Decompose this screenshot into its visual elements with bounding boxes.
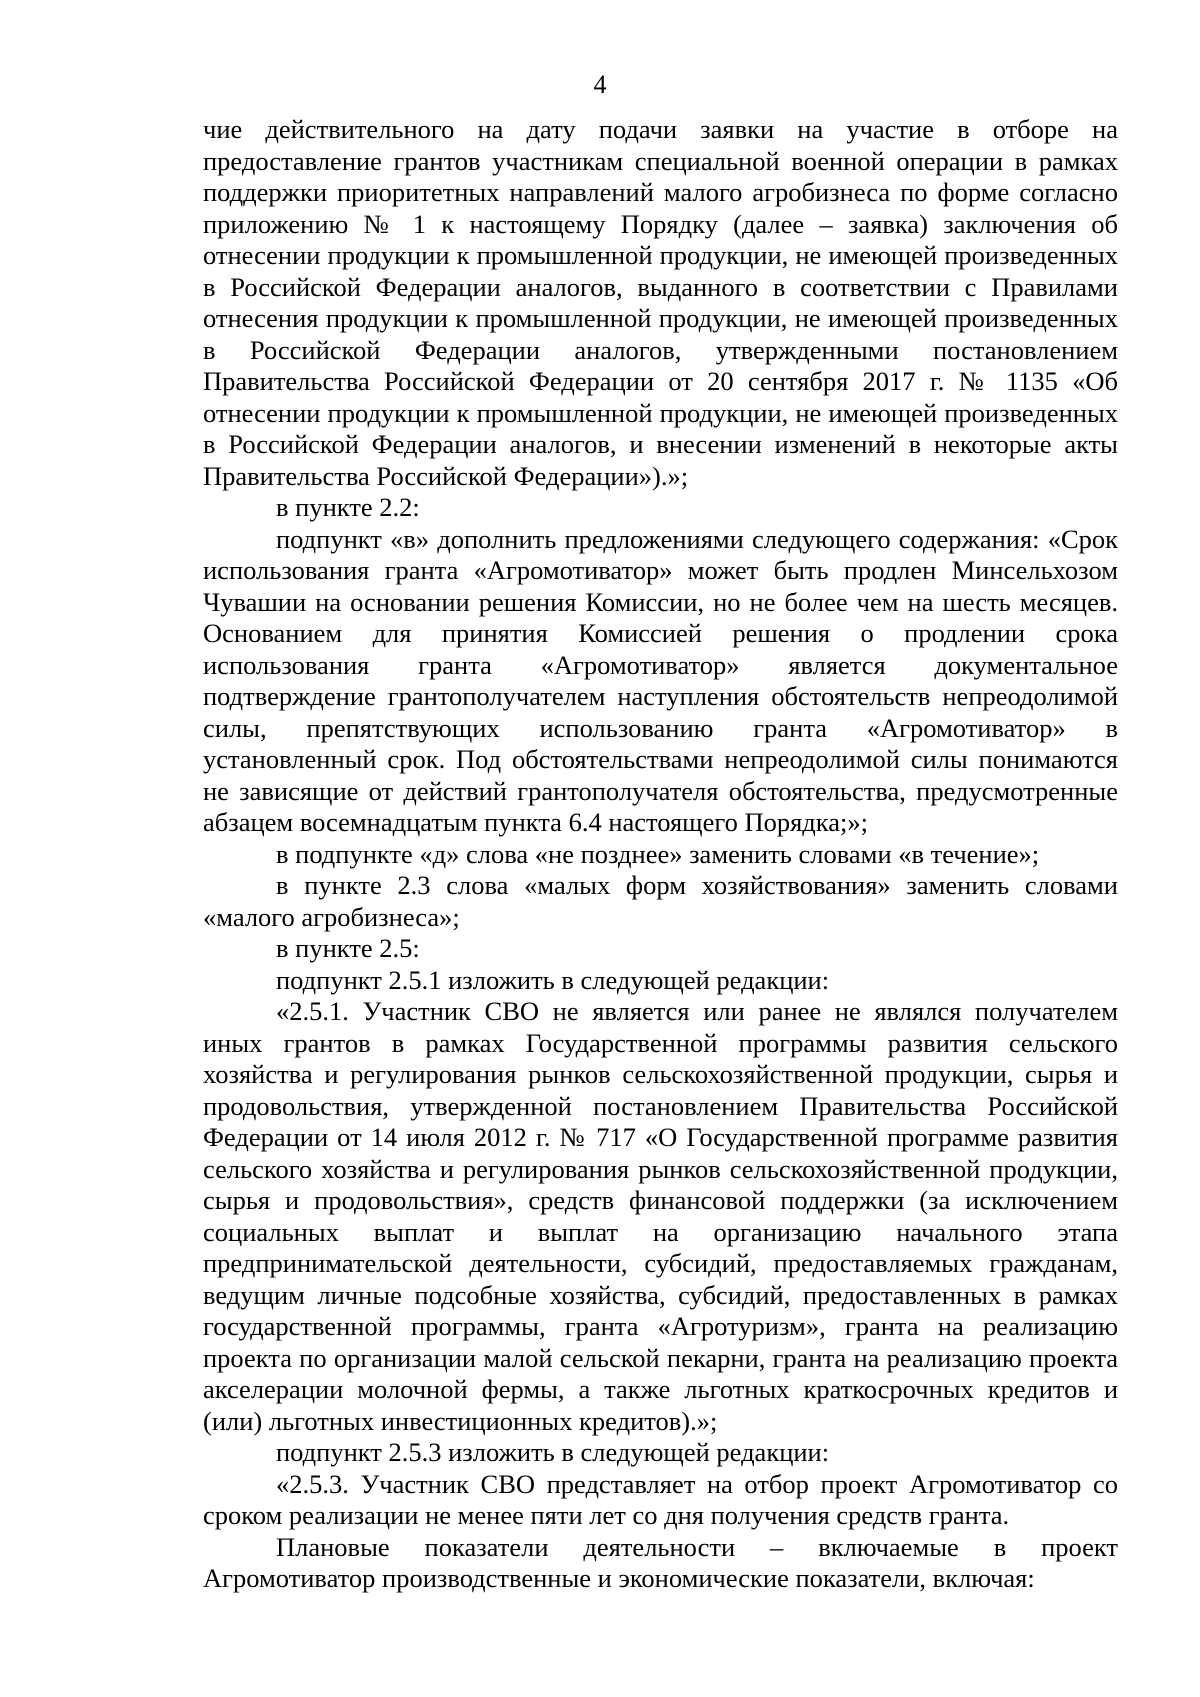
- paragraph-subitem-d: в подпункте «д» слова «не позднее» заменить словами «в течение»;: [276, 838, 1040, 869]
- paragraph-item-2-3: в пункте 2.3 слова «малых форм хозяйствования» заменить словами «малого агробизнеса»;: [203, 870, 1118, 932]
- paragraph-item-2-5: в пункте 2.5:: [276, 933, 420, 963]
- paragraph-subitem-2-5-1-text: «2.5.1. Участник СВО не является или ранее не являлся получателем иных грантов в рамках Государственной программы развития сельского хозяйства и регулирования рынков сельскохозяйственной продукции, сырья и продовольствия, утвержденной постановлением Правительства Российской Федерации от 14 июля 2012 г. № 717 «О Государственной программе развития сельского хозяйства и регулирования рынков сельскохозяйственной продукции, сырья и продовольствия», средств финансовой поддержки (за исключением социальных выплат и выплат на организацию начального этапа предпринимательской деятельности, субсидий, предоставляемых гражданам, ведущим личные подсобные хозяйства, субсидий, предоставленных в рамках государственной программы, гранта «Агротуризм», гранта на реализацию проекта по организации малой сельской пекарни, гранта на реализацию проекта акселерации молочной фермы, а также льготных краткосрочных кредитов и (или) льготных инвестиционных кредитов).»;: [203, 996, 1118, 1436]
- paragraph-subitem-v: подпункт «в» дополнить предложениями следующего содержания: «Срок использования гранта «Агромотиватор» может быть продлен Минсельхозом Чувашии на основании решения Комиссии, но не более чем на шесть месяцев. Основанием для принятия Комиссией решения о продлении срока использования гранта «Агромотиватор» является документальное подтверждение грантополучателем наступления обстоятельств непреодолимой силы, препятствующих использованию гранта «Агромотиватор» в установленный срок. Под обстоятельствами непреодолимой силы понимаются не зависящие от действий грантополучателя обстоятельства, предусмотренные абзацем восемнадцатым пункта 6.4 настоящего Порядка;»;: [203, 523, 1118, 837]
- paragraph-subitem-2-5-3-text: «2.5.3. Участник СВО представляет на отбор проект Агромотиватор со сроком реализации не менее пяти лет со дня получения средств гранта.: [203, 1468, 1118, 1530]
- page-number: 4: [593, 70, 607, 99]
- paragraph-subitem-2-5-1-intro: подпункт 2.5.1 изложить в следующей редакции:: [276, 964, 830, 995]
- document-body: [203, 114, 1118, 1595]
- paragraph-continuation: чие действительного на дату подачи заявки на участие в отборе на предоставление грантов участникам специальной военной операции в рамках поддержки приоритетных направлений малого агробизнеса по форме согласно приложению № 1 к настоящему Порядку (далее – заявка) заключения об отнесении продукции к промышленной продукции, не имеющей произведенных в Российской Федерации аналогов, выданного в соответствии с Правилами отнесения продукции к промышленной продукции, не имеющей произведенных в Российской Федерации аналогов, утвержденными постановлением Правительства Российской Федерации от 20 сентября 2017 г. № 1135 «Об отнесении продукции к промышленной продукции, не имеющей произведенных в Российской Федерации аналогов, и внесении изменений в некоторые акты Правительства Российской Федерации»).»;: [203, 114, 1118, 491]
- paragraph-item-2-2: в пункте 2.2:: [276, 492, 420, 522]
- paragraph-planned-indicators: Плановые показатели деятельности – включаемые в проект Агромотиватор производственные и экономические показатели, включая:: [203, 1531, 1118, 1593]
- paragraph-subitem-2-5-3-intro: подпункт 2.5.3 изложить в следующей редакции:: [276, 1437, 830, 1467]
